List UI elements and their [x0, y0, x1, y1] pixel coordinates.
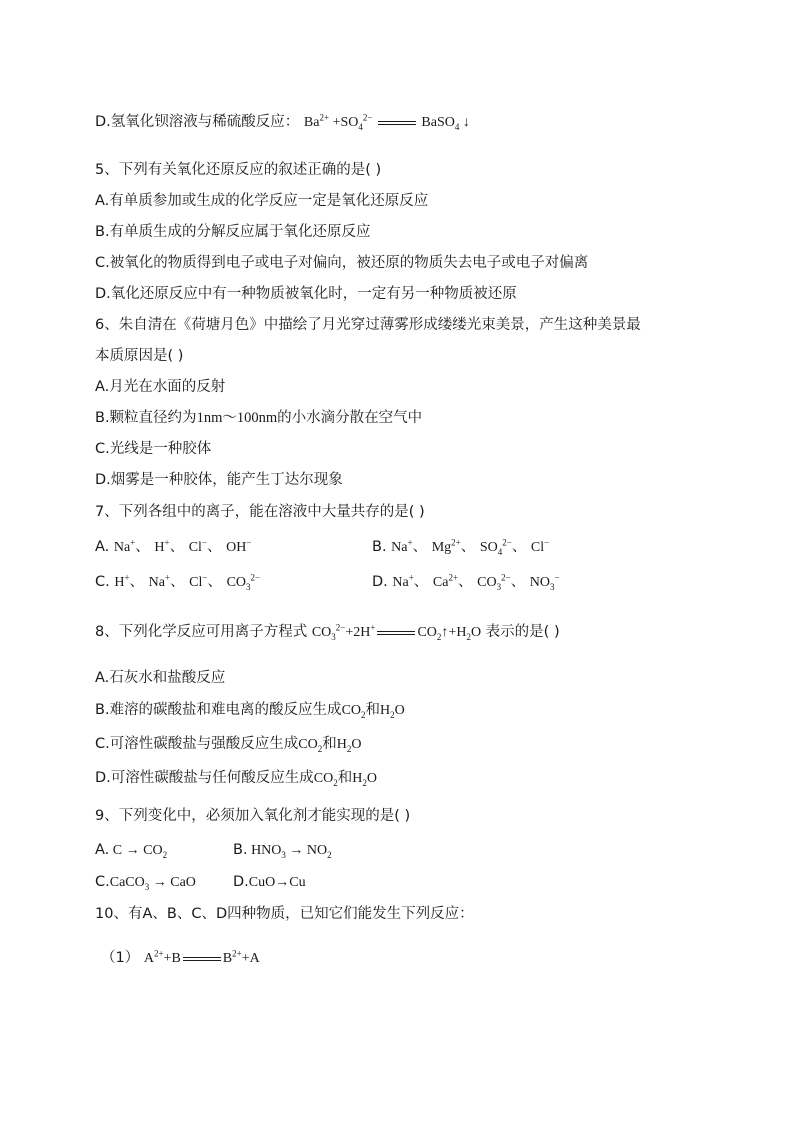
- q5-option-d: D.氧化还原反应中有一种物质被氧化时，一定有另一种物质被还原: [95, 286, 517, 302]
- q9-option-c: C.CaCO$_3$ → CaO: [95, 874, 196, 892]
- q6-option-c: C.光线是一种胶体: [95, 441, 212, 457]
- q8-option-b: B.难溶的碳酸盐和难电离的酸反应生成$CO_2$和$H_2O$: [95, 702, 405, 720]
- q8-stem: 8、下列化学反应可用离子方程式 $CO_3^{2-}+2H^+$ $CO_2↑+H_2O$ 表示的是( ): [95, 622, 560, 642]
- equals-arrow-icon: [377, 631, 415, 635]
- q9-option-b: B. $HNO_3 \to NO_2$: [233, 842, 332, 860]
- q6-option-b: B.颗粒直径约为1nm～100nm的小水滴分散在空气中: [95, 410, 423, 426]
- q7-option-d: D. Na+、 $Ca^{2+}$、 $CO_3^{2-}$、 $NO_3^-$: [372, 572, 560, 592]
- q4-option-d-text: D.氢氧化钡溶液与稀硫酸反应：: [95, 114, 300, 130]
- q5-option-b: B.有单质生成的分解反应属于氧化还原反应: [95, 224, 371, 240]
- q4-option-d: [95, 112, 470, 133]
- q8-option-c: C.可溶性碳酸盐与强酸反应生成$CO_2$和$H_2O$: [95, 736, 362, 754]
- q10-reaction-1: （1） $A^{2+}+B$ $B^{2+}+A$: [101, 948, 260, 966]
- q8-ionic-equation: $CO_3^{2-}+2H^+$ $CO_2↑+H_2O$: [311, 622, 482, 642]
- q6-stem-line1: 6、朱自清在《荷塘月色》中描绘了月光穿过薄雾形成缕缕光束美景，产生这种美景最: [95, 317, 641, 333]
- q5-option-a: A.有单质参加或生成的化学反应一定是氧化还原反应: [95, 193, 429, 209]
- equals-arrow-icon: [378, 121, 416, 125]
- q5-stem: 5、下列有关氧化还原反应的叙述正确的是( ): [95, 162, 382, 178]
- q4-equation: $Ba^{2+} +SO_4^{2-}$ BaSO$_4$ ↓: [303, 112, 470, 132]
- q10-equation-1: $A^{2+}+B$ $B^{2+}+A$: [143, 948, 260, 966]
- q6-option-a: A.月光在水面的反射: [95, 379, 226, 395]
- q7-option-b: B. Na+、 $Mg^{2+}$、 $SO_4^{2-}$、 Cl−: [372, 537, 550, 557]
- q6-stem-line2: 本质原因是( ): [95, 348, 184, 364]
- q9-option-d: D.CuO→Cu: [233, 874, 306, 890]
- q6-size-range: 1nm～100nm: [196, 410, 278, 426]
- q7-option-c: C. H+、 Na+、 Cl−、 $CO_3^{2-}$: [95, 572, 261, 592]
- q5-option-c: C.被氧化的物质得到电子或电子对偏向，被还原的物质失去电子或电子对偏离: [95, 255, 589, 271]
- q6-option-d: D.烟雾是一种胶体，能产生丁达尔现象: [95, 472, 343, 488]
- q10-stem: 10、有A、B、C、D四种物质，已知它们能发生下列反应：: [95, 906, 474, 922]
- q9-option-a: A. $C \to CO_2$: [95, 842, 168, 860]
- q8-option-d: D.可溶性碳酸盐与任何酸反应生成$CO_2$和$H_2O$: [95, 770, 377, 788]
- q8-option-a: A.石灰水和盐酸反应: [95, 670, 226, 686]
- q7-option-a: A. Na+、 H+、 Cl−、 OH−: [95, 537, 252, 555]
- q7-stem: 7、下列各组中的离子，能在溶液中大量共存的是( ): [95, 504, 425, 520]
- q9-stem: 9、下列变化中，必须加入氧化剂才能实现的是( ): [95, 808, 411, 824]
- down-arrow-icon: ↓: [462, 115, 470, 130]
- equals-arrow-icon: [183, 957, 221, 961]
